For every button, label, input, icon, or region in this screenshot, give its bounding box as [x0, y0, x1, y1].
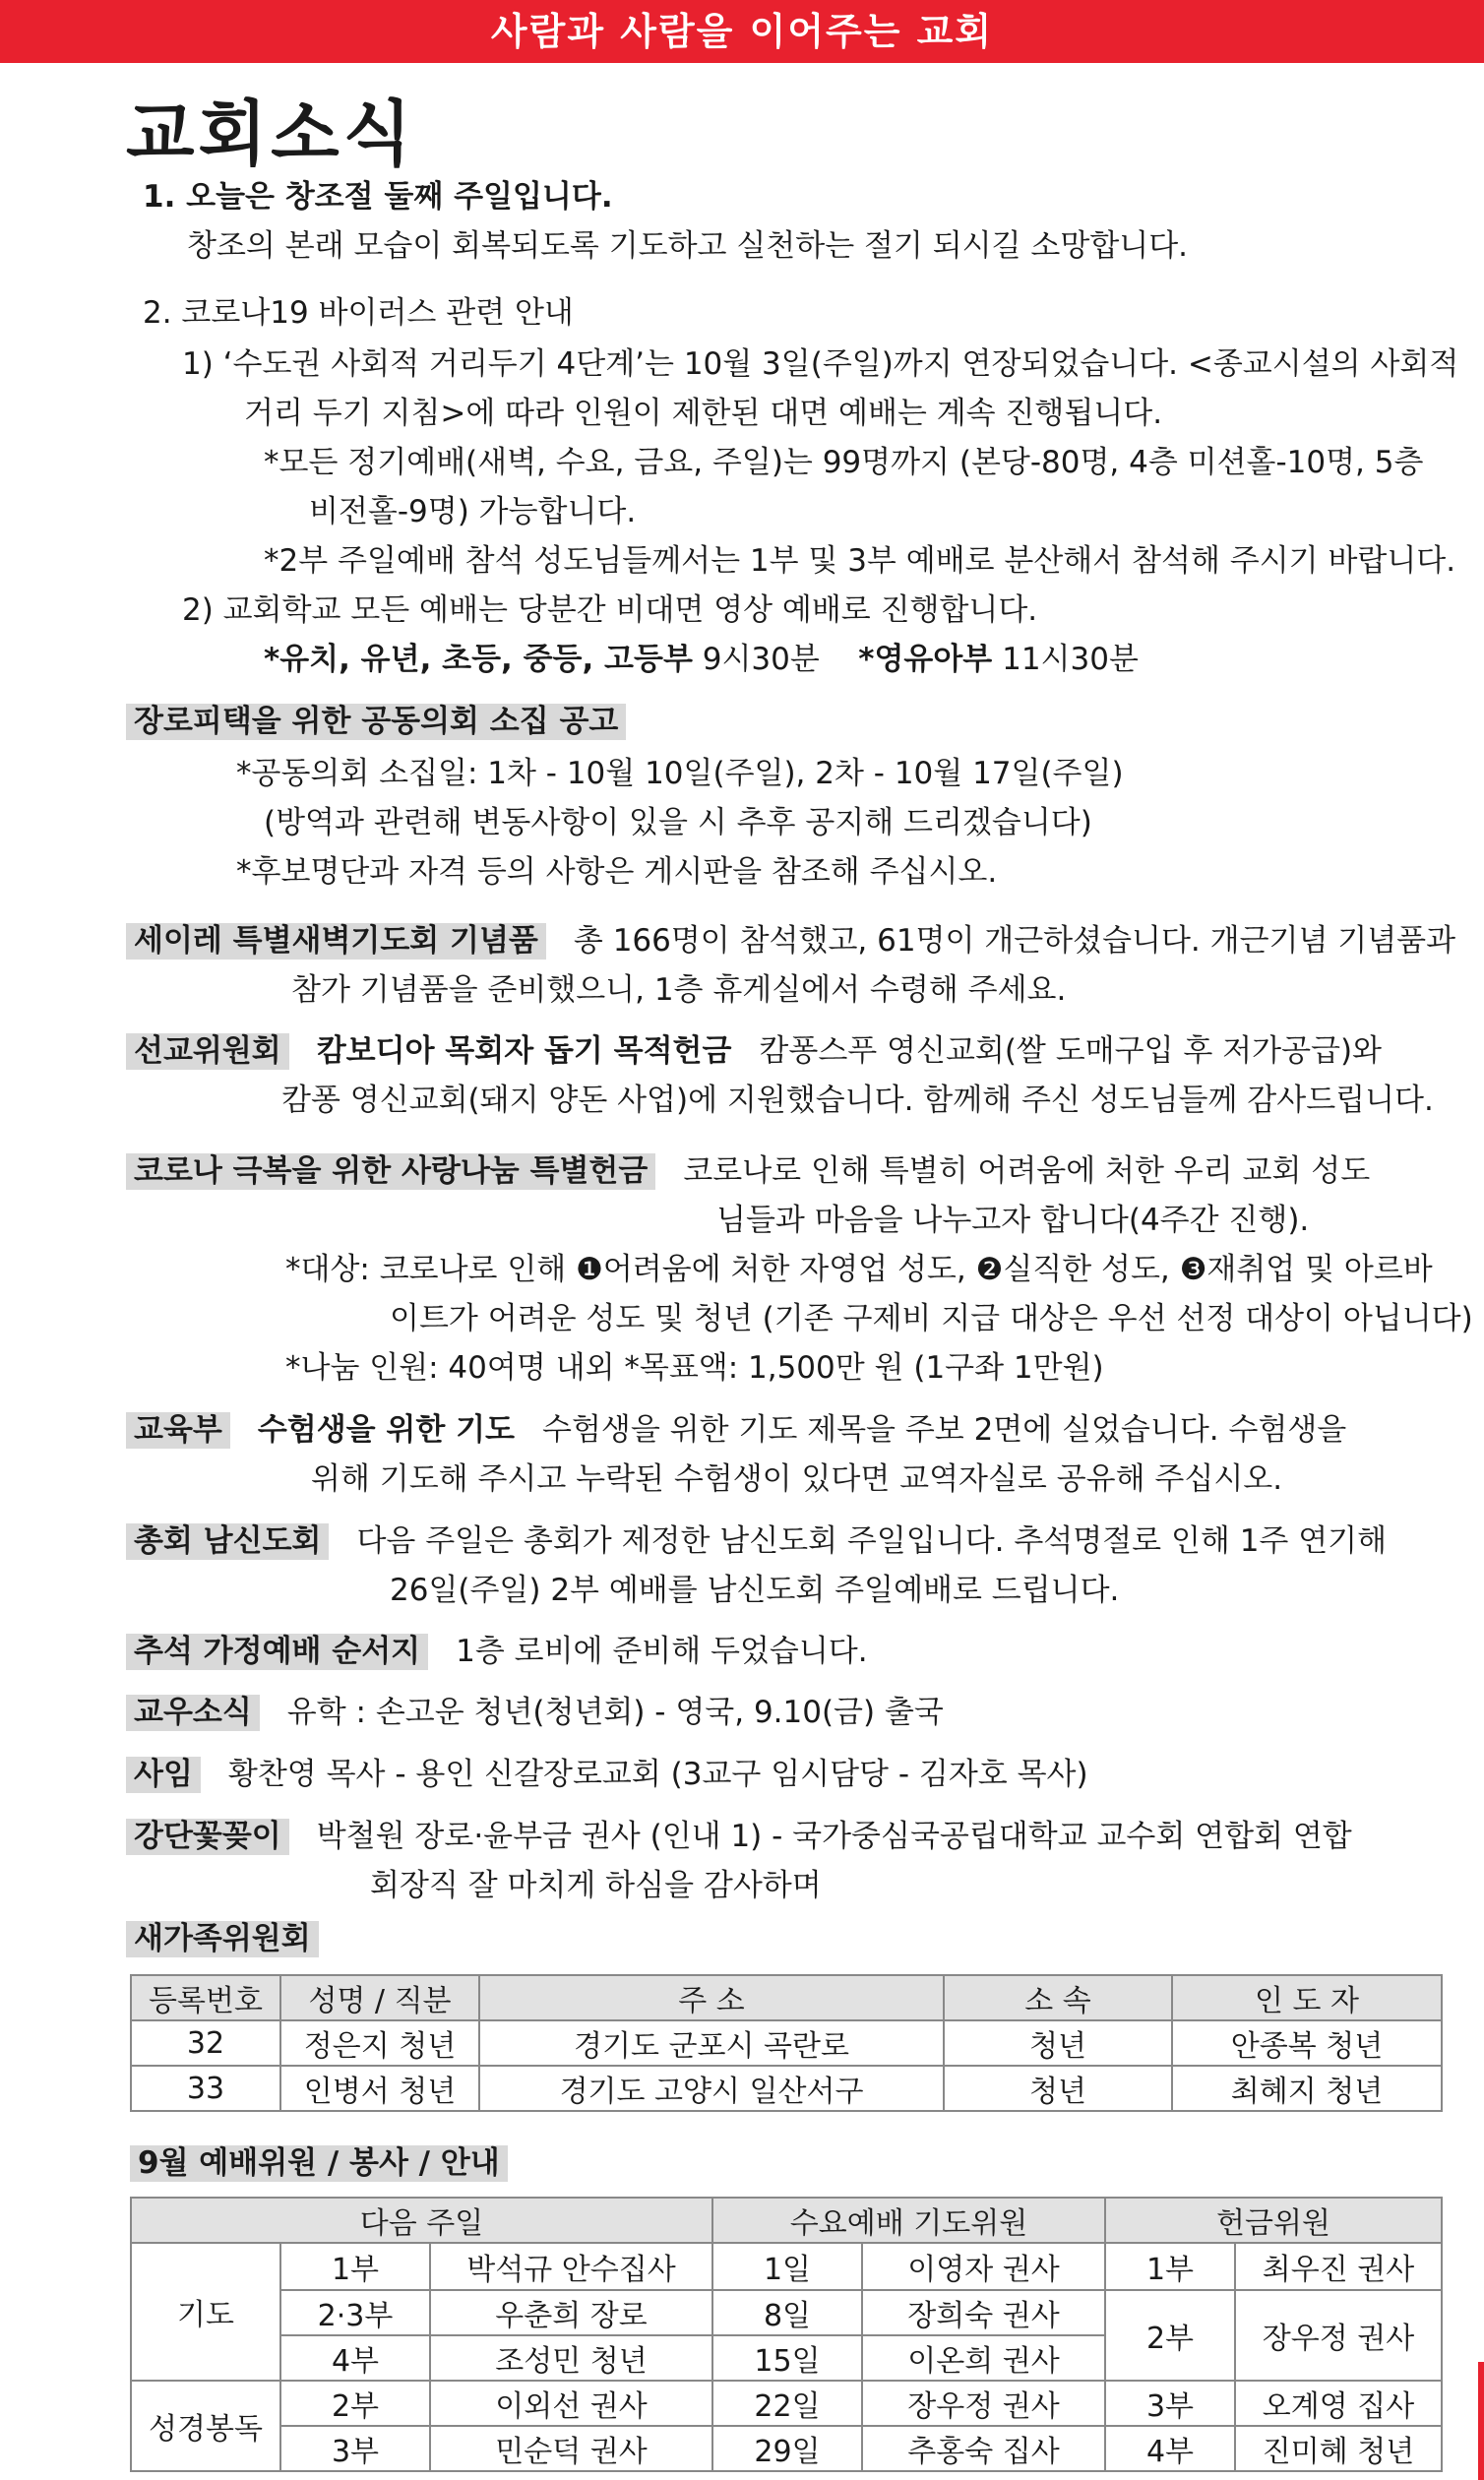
section-tag-mission: 선교위원회 — [126, 1033, 289, 1070]
corona-line3: *대상: 코로나로 인해 ❶어려움에 처한 자영업 성도, ❷실직한 성도, ❸재취업 및 아르바 — [285, 1252, 1433, 1287]
cell: 29일 — [712, 2426, 862, 2471]
newfamily-table — [130, 1974, 1443, 2112]
elder-line1: *공동의회 소집일: 1차 - 10월 10일(주일), 2차 - 10월 17일(주일) — [236, 756, 1124, 791]
newfam-notice — [126, 1921, 346, 1957]
item1-title: 1. 오늘은 창조절 둘째 주일입니다. — [143, 179, 613, 215]
cell: 15일 — [712, 2335, 862, 2381]
men-notice — [126, 1523, 1387, 1560]
resign-notice — [126, 1757, 1088, 1793]
cell: 1일 — [712, 2243, 862, 2290]
cell: 장우정 권사 — [1235, 2290, 1442, 2381]
col-header-wed: 수요예배 기도위원 — [712, 2198, 1105, 2243]
table-row — [131, 2426, 1442, 2471]
corona-notice — [126, 1153, 1370, 1190]
cell: 추홍숙 집사 — [862, 2426, 1105, 2471]
section-tag-elder: 장로피택을 위한 공동의회 소집 공고 — [126, 704, 626, 740]
section-tag-member: 교우소식 — [126, 1695, 260, 1731]
worship-title-wrap — [130, 2145, 535, 2182]
elder-line3: *후보명단과 자격 등의 사항은 게시판을 참조해 주십시오. — [236, 854, 998, 890]
cell: 조성민 청년 — [430, 2335, 712, 2381]
seirei-line2: 참가 기념품을 준비했으니, 1층 휴게실에서 수령해 주세요. — [291, 972, 1067, 1008]
cell: 32 — [131, 2020, 280, 2066]
corona-line2: 님들과 마음을 나누고자 합니다(4주간 진행). — [716, 1203, 1310, 1238]
worship-table — [130, 2197, 1443, 2472]
member-notice — [126, 1695, 944, 1731]
men-line2: 26일(주일) 2부 예배를 남신도회 주일예배로 드립니다. — [390, 1573, 1120, 1608]
cell: 2부 — [280, 2381, 430, 2426]
cell: 우춘희 장로 — [430, 2290, 712, 2335]
cell: 이외선 권사 — [430, 2381, 712, 2426]
cell: 이영자 권사 — [862, 2243, 1105, 2290]
page-title: 교회소식 — [126, 93, 416, 175]
col-header: 주 소 — [479, 1975, 944, 2020]
cell: 청년 — [944, 2020, 1172, 2066]
section-tag-flower: 강단꽃꽂이 — [126, 1819, 289, 1855]
cell: 안종복 청년 — [1172, 2020, 1442, 2066]
flower-line2: 회장직 잘 마치게 하심을 감사하며 — [370, 1868, 822, 1903]
role-reading: 성경봉독 — [131, 2381, 280, 2471]
flower-notice — [126, 1819, 1352, 1855]
item2-line5: *2부 주일예배 참석 성도님들께서는 1부 및 3부 예배로 분산해서 참석해 주시기 바랍니다. — [264, 543, 1456, 579]
cell: 1부 — [280, 2243, 430, 2290]
section-tag-corona: 코로나 극복을 위한 사랑나눔 특별헌금 — [126, 1153, 655, 1190]
mission-line2: 캄퐁 영신교회(돼지 양돈 사업)에 지원했습니다. 함께해 주신 성도님들께 감사드립니다. — [281, 1083, 1434, 1118]
cell: 최혜지 청년 — [1172, 2066, 1442, 2111]
mission-subtitle: 캄보디아 목회자 돕기 목적헌금 — [316, 1033, 732, 1069]
cell: 33 — [131, 2066, 280, 2111]
item2-line4: 비전홀-9명) 가능합니다. — [309, 494, 637, 529]
cell: 최우진 권사 — [1235, 2243, 1442, 2290]
col-header: 소 속 — [944, 1975, 1172, 2020]
table-row — [131, 2066, 1442, 2111]
item2-title: 2. 코로나19 바이러스 관련 안내 — [143, 295, 574, 331]
cell: 장우정 권사 — [862, 2381, 1105, 2426]
cell: 22일 — [712, 2381, 862, 2426]
col-header: 성명 / 직분 — [280, 1975, 479, 2020]
page-edge-marker — [1478, 2362, 1484, 2480]
cell: 8일 — [712, 2290, 862, 2335]
elder-line2: (방역과 관련해 변동사항이 있을 시 추후 공지해 드리겠습니다) — [264, 805, 1092, 840]
table-row — [131, 2243, 1442, 2290]
corona-line5: *나눔 인원: 40여명 내외 *목표액: 1,500만 원 (1구좌 1만원) — [285, 1350, 1104, 1386]
table-row — [131, 2290, 1442, 2335]
elder-notice — [126, 704, 653, 740]
cell: 경기도 군포시 곡란로 — [479, 2020, 944, 2066]
cell: 4부 — [1105, 2426, 1235, 2471]
table-row — [131, 2020, 1442, 2066]
cell: 경기도 고양시 일산서구 — [479, 2066, 944, 2111]
item1-body: 창조의 본래 모습이 회복되도록 기도하고 실천하는 절기 되시길 소망합니다. — [187, 228, 1189, 264]
worship-header-row — [131, 2198, 1442, 2243]
edu-line1: 수험생을 위한 기도 제목을 주보 2면에 실었습니다. 수험생을 — [542, 1412, 1347, 1448]
section-tag-chuseok: 추석 가정예배 순서지 — [126, 1634, 428, 1670]
cell: 3부 — [280, 2426, 430, 2471]
newfamily-header-row — [131, 1975, 1442, 2020]
cell: 4부 — [280, 2335, 430, 2381]
table-row — [131, 2381, 1442, 2426]
section-tag-resign: 사임 — [126, 1757, 201, 1793]
edu-subtitle: 수험생을 위한 기도 — [257, 1412, 515, 1448]
cell: 청년 — [944, 2066, 1172, 2111]
col-header-next: 다음 주일 — [131, 2198, 712, 2243]
resign-line1: 황찬영 목사 - 용인 신갈장로교회 (3교구 임시담당 - 김자호 목사) — [227, 1757, 1088, 1792]
item2-line3: *모든 정기예배(새벽, 수요, 금요, 주일)는 99명까지 (본당-80명, 4층 미션홀-10명, 5층 — [264, 445, 1424, 480]
role-prayer: 기도 — [131, 2243, 280, 2381]
infant-time: 11시30분 — [1002, 642, 1139, 677]
seirei-line1: 총 166명이 참석했고, 61명이 개근하셨습니다. 개근기념 기념품과 — [573, 923, 1456, 959]
seirei-notice — [126, 923, 1455, 960]
item2-line2: 거리 두기 지침>에 따라 인원이 제한된 대면 예배는 계속 진행됩니다. — [244, 396, 1163, 431]
col-header: 등록번호 — [131, 1975, 280, 2020]
school-depts: *유치, 유년, 초등, 중등, 고등부 — [264, 642, 693, 677]
corona-line1: 코로나로 인해 특별히 어려움에 처한 우리 교회 성도 — [683, 1153, 1371, 1189]
cell: 정은지 청년 — [280, 2020, 479, 2066]
cell: 이온희 권사 — [862, 2335, 1105, 2381]
cell: 1부 — [1105, 2243, 1235, 2290]
section-tag-edu: 교육부 — [126, 1412, 230, 1449]
mission-line1: 캄퐁스푸 영신교회(쌀 도매구입 후 저가공급)와 — [759, 1033, 1382, 1069]
chuseok-notice — [126, 1634, 868, 1670]
cell: 3부 — [1105, 2381, 1235, 2426]
member-line1: 유학 : 손고운 청년(청년회) - 영국, 9.10(금) 출국 — [286, 1695, 944, 1730]
col-header-offer: 헌금위원 — [1105, 2198, 1442, 2243]
col-header: 인 도 자 — [1172, 1975, 1442, 2020]
cell: 박석규 안수집사 — [430, 2243, 712, 2290]
infant-dept: *영유아부 — [858, 642, 993, 677]
item2-line7 — [264, 642, 1139, 678]
item2-line1: 1) ‘수도권 사회적 거리두기 4단계’는 10월 3일(주일)까지 연장되었습니다. <종교시설의 사회적 — [182, 346, 1459, 382]
cell: 장희숙 권사 — [862, 2290, 1105, 2335]
header-banner: 사람과 사람을 이어주는 교회 — [0, 0, 1484, 63]
item2-line6: 2) 교회학교 모든 예배는 당분간 비대면 영상 예배로 진행합니다. — [182, 592, 1038, 628]
corona-line4: 이트가 어려운 성도 및 청년 (기존 구제비 지급 대상은 우선 선정 대상이 아닙니다) — [390, 1301, 1473, 1336]
section-tag-newfam: 새가족위원회 — [126, 1921, 319, 1957]
chuseok-line1: 1층 로비에 준비해 두었습니다. — [456, 1634, 868, 1669]
edu-notice — [126, 1412, 1346, 1449]
cell: 2부 — [1105, 2290, 1235, 2381]
men-line1: 다음 주일은 총회가 제정한 남신도회 주일입니다. 추석명절로 인해 1주 연기해 — [356, 1523, 1388, 1559]
mission-notice — [126, 1033, 1382, 1070]
worship-title: 9월 예배위원 / 봉사 / 안내 — [130, 2145, 508, 2182]
school-time: 9시30분 — [702, 642, 820, 677]
cell: 2·3부 — [280, 2290, 430, 2335]
cell: 진미혜 청년 — [1235, 2426, 1442, 2471]
cell: 오계영 집사 — [1235, 2381, 1442, 2426]
cell: 인병서 청년 — [280, 2066, 479, 2111]
section-tag-men: 총회 남신도회 — [126, 1523, 329, 1560]
flower-line1: 박철원 장로·윤부금 권사 (인내 1) - 국가중심국공립대학교 교수회 연합회 연합 — [316, 1819, 1352, 1854]
section-tag-seirei: 세이레 특별새벽기도회 기념품 — [126, 923, 546, 960]
cell: 민순덕 권사 — [430, 2426, 712, 2471]
edu-line2: 위해 기도해 주시고 누락된 수험생이 있다면 교역자실로 공유해 주십시오. — [311, 1461, 1283, 1497]
